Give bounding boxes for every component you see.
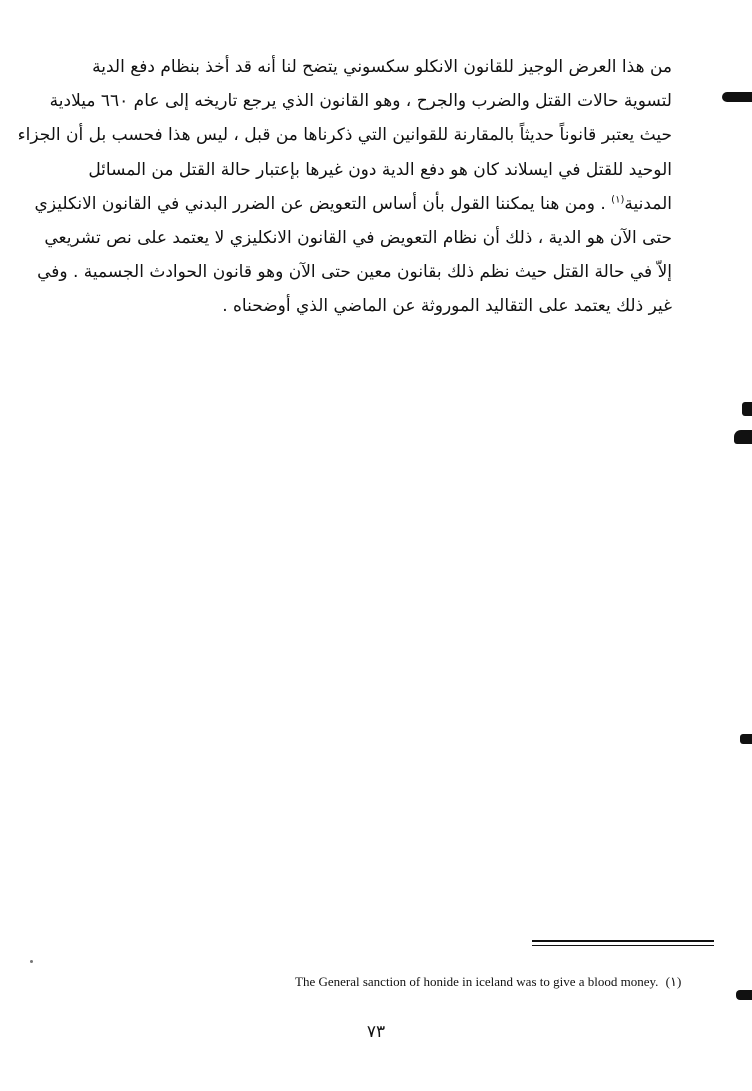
footnote [295, 974, 720, 990]
paragraph-line: حيث يعتبر قانوناً حديثاً بالمقارنة للقوانين التي ذكرناها من قبل ، ليس هذا فحسب بل أن الجزاء [17, 125, 672, 146]
scan-margin-mark [742, 402, 752, 416]
paragraph-line: لتسوية حالات القتل والضرب والجرح ، وهو القانون الذي يرجع تاريخه إلى عام ٦٦٠ ميلادية [49, 91, 672, 112]
footnote-reference[interactable]: (١) [611, 194, 625, 206]
footnote-number: (١) [665, 974, 682, 989]
page-number: ٧٣ [366, 1022, 386, 1042]
paragraph-word: المدنية [624, 193, 672, 214]
paragraph-line: الوحيد للقتل في ايسلاند كان هو دفع الدية دون غيرها بإعتبار حالة القتل من المسائل [88, 159, 672, 180]
paragraph-line: إلاّ في حالة القتل حيث نظم ذلك بقانون معين حتى الآن وهو قانون الحوادث الجسمية . وفي [37, 262, 672, 283]
footnote-separator [532, 945, 714, 946]
main-paragraph [17, 50, 672, 324]
footnote-text: The General sanction of honide in iceland was to give a blood money. [295, 974, 659, 989]
footnote-separator [532, 940, 714, 942]
paragraph-line-with-footnote-ref [34, 187, 672, 221]
paragraph-line: من هذا العرض الوجيز للقانون الانكلو سكسوني يتضح لنا أنه قد أخذ بنظام دفع الدية [92, 57, 672, 77]
paragraph-line-tail: . ومن هنا يمكننا القول بأن أساس التعويض عن الضرر البدني في القانون الانكليزي [34, 193, 606, 214]
scan-margin-mark [736, 990, 752, 1000]
paragraph-line: غير ذلك يعتمد على التقاليد الموروثة عن الماضي الذي أوضحناه . [222, 296, 672, 317]
scan-margin-mark [722, 92, 752, 102]
paragraph-line: حتى الآن هو الدية ، ذلك أن نظام التعويض في القانون الانكليزي لا يعتمد على نص تشريعي [44, 227, 672, 248]
scan-margin-mark [734, 430, 752, 444]
scan-margin-mark [740, 734, 752, 744]
scan-speck [30, 960, 33, 963]
